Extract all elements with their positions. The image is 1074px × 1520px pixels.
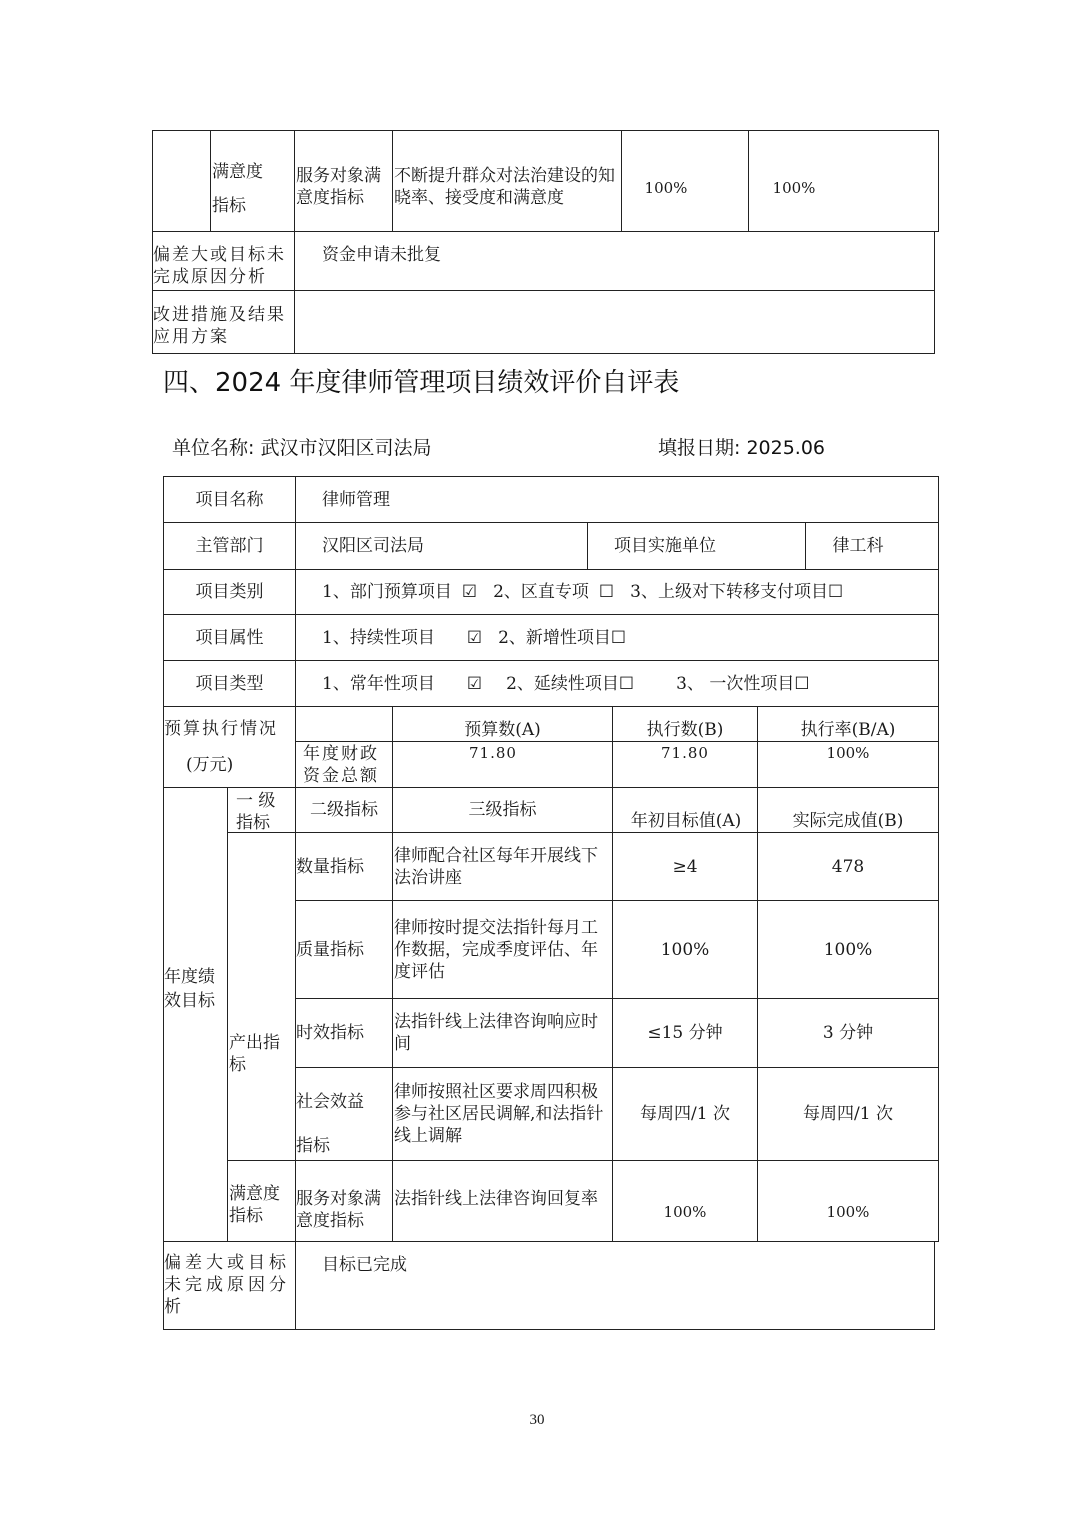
rule	[938, 130, 939, 231]
type-option-1: 1、常年性项目	[322, 673, 435, 694]
perf-header-actual: 实际完成值(B)	[792, 811, 904, 831]
checkbox-unchecked-icon[interactable]: ☐	[794, 673, 810, 694]
satisfaction-actual: 100%	[826, 1203, 870, 1221]
type-option-3: 3、 一次性项目	[676, 673, 795, 694]
output-row-actual: 3 分钟	[822, 1023, 874, 1043]
rule	[152, 231, 939, 232]
prev-improve-label: 改进措施及结果应用方案	[153, 305, 286, 347]
attribute-options	[322, 615, 937, 660]
rule	[163, 706, 939, 707]
rule	[295, 476, 296, 787]
prev-deviation-value: 资金申请未批复	[322, 245, 441, 265]
category-label: 项目类别	[195, 582, 264, 602]
category-option-3: 3、上级对下转移支付项目	[630, 582, 828, 602]
prev-level2: 服务对象满意度指标	[296, 166, 381, 208]
budget-value-b: 71.80	[661, 744, 709, 762]
prev-level1: 满意度 指标	[212, 162, 263, 216]
unit-label: 单位名称:	[172, 437, 255, 459]
output-row-target: ≤15 分钟	[647, 1023, 723, 1043]
output-row-target: 100%	[660, 939, 710, 960]
prev-deviation-label: 偏差大或目标未完成原因分析	[153, 245, 286, 287]
budget-row-label: 年度财政资金总额	[303, 744, 379, 786]
output-row-level3: 律师配合社区每年开展线下法治讲座	[394, 845, 598, 888]
output-row-level3: 法指针线上法律咨询响应时间	[394, 1012, 598, 1054]
rule	[163, 1241, 939, 1242]
output-row-level2: 数量指标	[296, 856, 364, 877]
output-row-level2: 时效指标	[296, 1023, 364, 1043]
project-name-label: 项目名称	[195, 489, 264, 510]
perf-header-level3: 三级指标	[468, 800, 537, 820]
checkbox-unchecked-icon[interactable]: ☐	[618, 673, 635, 694]
perf-header-target: 年初目标值(A)	[630, 811, 742, 831]
date-label: 填报日期:	[658, 437, 741, 459]
prev-target: 100%	[644, 179, 688, 197]
checkbox-checked-icon[interactable]: ☑	[466, 627, 483, 648]
type-options	[322, 661, 937, 706]
satisfaction-label: 满意度指标	[229, 1184, 280, 1226]
budget-value-rate: 100%	[826, 744, 870, 762]
budget-header-b: 执行数(B)	[646, 720, 724, 740]
rule	[210, 130, 211, 231]
budget-header-a: 预算数(A)	[464, 720, 541, 740]
budget-value-a: 71.80	[469, 744, 517, 762]
checkbox-unchecked-icon[interactable]: ☐	[827, 582, 844, 602]
project-name-value: 律师管理	[322, 489, 390, 510]
category-option-2: 2、区直专项	[493, 582, 589, 602]
output-row-actual: 100%	[823, 939, 873, 960]
type-option-2: 2、延续性项目	[506, 673, 619, 694]
prev-actual: 100%	[772, 179, 816, 197]
output-row-target: ≥4	[672, 856, 698, 877]
rule	[587, 522, 588, 569]
impl-label: 项目实施单位	[614, 536, 716, 556]
impl-value: 律工科	[832, 536, 884, 556]
perf-header-level2: 二级指标	[310, 800, 378, 820]
rule	[392, 130, 393, 231]
section-title: 四、2024 年度律师管理项目绩效评价自评表	[163, 368, 680, 398]
deviation-value: 目标已完成	[322, 1255, 407, 1275]
unit-value: 武汉市汉阳区司法局	[260, 437, 432, 459]
rule	[934, 1241, 935, 1330]
rule	[152, 290, 935, 291]
satisfaction-level2: 服务对象满意度指标	[296, 1189, 381, 1231]
checkbox-checked-icon[interactable]: ☑	[461, 582, 478, 602]
output-label: 产出指标	[229, 1033, 280, 1075]
output-row-level3: 律师按照社区要求周四积极参与社区居民调解,和法指针线上调解	[394, 1082, 604, 1146]
rule	[392, 787, 393, 1241]
deviation-label: 偏差大或目标未完成原因分析	[164, 1253, 290, 1317]
attribute-option-1: 1、持续性项目	[322, 627, 435, 648]
category-option-1: 1、部门预算项目	[322, 582, 452, 602]
satisfaction-target: 100%	[663, 1203, 707, 1221]
rule	[163, 1329, 935, 1330]
page-number: 30	[529, 1412, 545, 1428]
dept-value: 汉阳区司法局	[322, 536, 424, 556]
rule	[152, 353, 935, 354]
attribute-label: 项目属性	[195, 627, 264, 648]
budget-label: 预算执行情况	[164, 719, 278, 739]
rule	[152, 130, 939, 131]
budget-unit: (万元)	[186, 755, 234, 775]
budget-header-rate: 执行率(B/A)	[800, 720, 896, 740]
output-row-actual: 478	[831, 856, 865, 877]
unit-name	[172, 433, 431, 460]
satisfaction-level3: 法指针线上法律咨询回复率	[394, 1189, 598, 1209]
prev-level3: 不断提升群众对法治建设的知晓率、接受度和满意度	[394, 166, 615, 208]
rule	[938, 476, 939, 1241]
date-value: 2025.06	[746, 437, 826, 459]
perf-header-level1: 一 级指标	[236, 791, 276, 833]
checkbox-unchecked-icon[interactable]: ☐	[598, 582, 615, 602]
rule	[934, 231, 935, 354]
checkbox-checked-icon[interactable]: ☑	[466, 673, 483, 694]
output-row-level2: 社会效益 指标	[296, 1092, 364, 1156]
perf-label: 年度绩效目标	[164, 967, 215, 1011]
attribute-option-2: 2、新增性项目	[498, 627, 611, 648]
output-row-target: 每周四/1 次	[640, 1104, 730, 1124]
output-row-level3: 律师按时提交法指针每月工作数据，完成季度评估、年度评估	[394, 917, 598, 982]
rule	[227, 787, 228, 1241]
category-options	[322, 570, 937, 614]
output-row-actual: 每周四/1 次	[803, 1104, 893, 1124]
rule	[227, 1160, 939, 1161]
fill-date	[658, 433, 825, 460]
dept-label: 主管部门	[195, 536, 264, 556]
type-label: 项目类型	[195, 673, 264, 694]
output-row-level2: 质量指标	[296, 939, 364, 960]
checkbox-unchecked-icon[interactable]: ☐	[610, 627, 627, 648]
